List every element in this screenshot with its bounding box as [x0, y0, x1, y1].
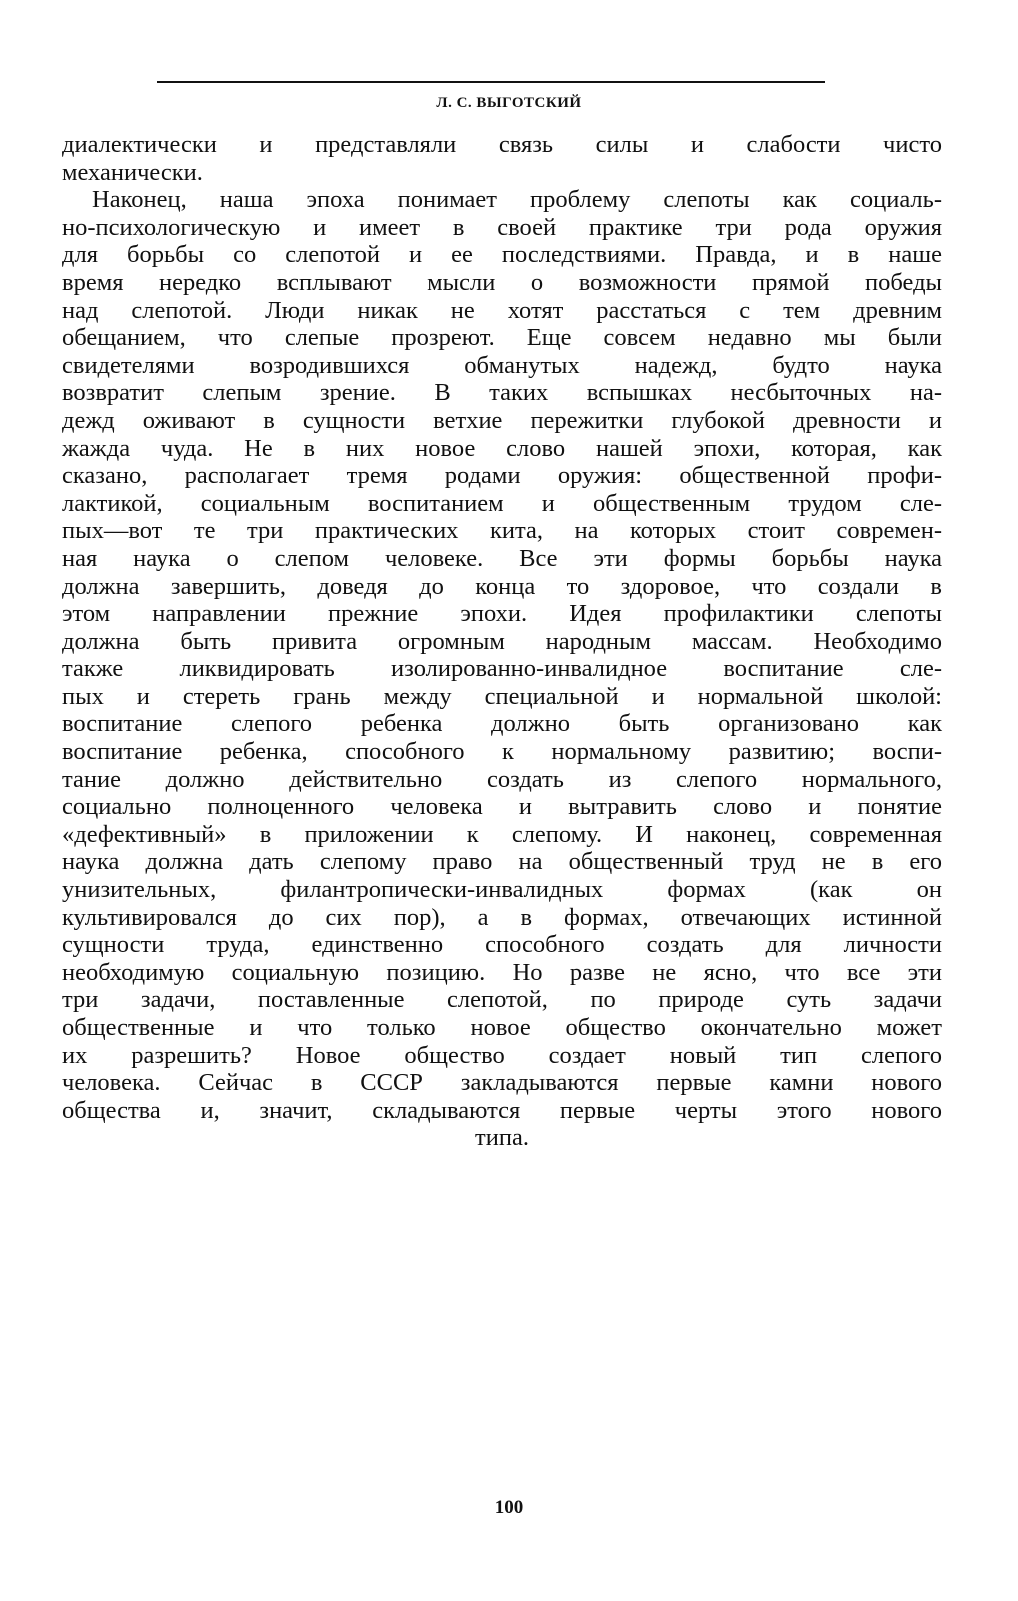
text-line: наука должна дать слепому право на общественный труд не в его: [62, 848, 942, 876]
text-line: сказано, располагает тремя родами оружия: общественной профи-: [62, 462, 942, 490]
running-head: Л. С. ВЫГОТСКИЙ: [436, 95, 582, 111]
text-line: время нередко всплывают мысли о возможности прямой победы: [62, 268, 942, 296]
text-line: дежд оживают в сущности ветхие пережитки глубокой древности и: [62, 406, 942, 434]
text-line: этом направлении прежние эпохи. Идея профилактики слепоты: [62, 600, 942, 628]
text-line: общества и, значит, складываются первые черты этого нового: [62, 1096, 942, 1124]
text-line: Наконец, наша эпоха понимает проблему слепоты как социаль-: [92, 186, 942, 214]
text-line: должна завершить, доведя до конца то здоровое, что создали в: [62, 572, 942, 600]
text-line: человека. Сейчас в СССР закладываются первые камни нового: [62, 1069, 942, 1097]
text-line: жажда чуда. Не в них новое слово нашей эпохи, которая, как: [62, 434, 942, 462]
text-line: но-психологическую и имеет в своей практике три рода оружия: [62, 213, 942, 241]
text-line: возвратит слепым зрение. В таких вспышках несбыточных на-: [62, 379, 942, 407]
text-line: пых—вот те три практических кита, на которых стоит современ-: [62, 517, 942, 545]
text-line: диалектически и представляли связь силы и слабости чисто: [62, 131, 942, 158]
body-text: [62, 131, 942, 1152]
text-line: тание должно действительно создать из слепого нормального,: [62, 765, 942, 793]
text-line: типа.: [475, 1124, 529, 1152]
text-line: должна быть привита огромным народным массам. Необходимо: [62, 627, 942, 655]
text-line: обещанием, что слепые прозреют. Еще совсем недавно мы были: [62, 324, 942, 352]
text-line: механически.: [62, 158, 203, 186]
text-line: также ликвидировать изолированно-инвалидное воспитание сле-: [62, 655, 942, 683]
text-line: над слепотой. Люди никак не хотят расстаться с тем древним: [62, 296, 942, 324]
text-line: воспитание ребенка, способного к нормальному развитию; воспи-: [62, 738, 942, 766]
header-rule: [157, 81, 825, 83]
text-line: для борьбы со слепотой и ее последствиями. Правда, и в наше: [62, 241, 942, 269]
text-line: сущности труда, единственно способного создать для личности: [62, 931, 942, 959]
page-number: 100: [494, 1497, 524, 1518]
text-line: воспитание слепого ребенка должно быть организовано как: [62, 710, 942, 738]
text-line: их разрешить? Новое общество создает новый тип слепого: [62, 1041, 942, 1069]
text-line: социально полноценного человека и вытравить слово и понятие: [62, 793, 942, 821]
text-line: пых и стереть грань между специальной и нормальной школой:: [62, 682, 942, 710]
text-line: ная наука о слепом человеке. Все эти формы борьбы наука: [62, 544, 942, 572]
text-line: унизительных, филантропически-инвалидных формах (как он: [62, 876, 942, 904]
text-line: культивировался до сих пор), а в формах, отвечающих истинной: [62, 903, 942, 931]
text-line: «дефективный» в приложении к слепому. И наконец, современная: [62, 820, 942, 848]
text-line: свидетелями возродившихся обманутых надежд, будто наука: [62, 351, 942, 379]
text-line: три задачи, поставленные слепотой, по природе суть задачи: [62, 986, 942, 1014]
text-line: общественные и что только новое общество окончательно может: [62, 1014, 942, 1041]
text-line: лактикой, социальным воспитанием и общественным трудом сле-: [62, 489, 942, 517]
text-line: необходимую социальную позицию. Но разве не ясно, что все эти: [62, 958, 942, 986]
